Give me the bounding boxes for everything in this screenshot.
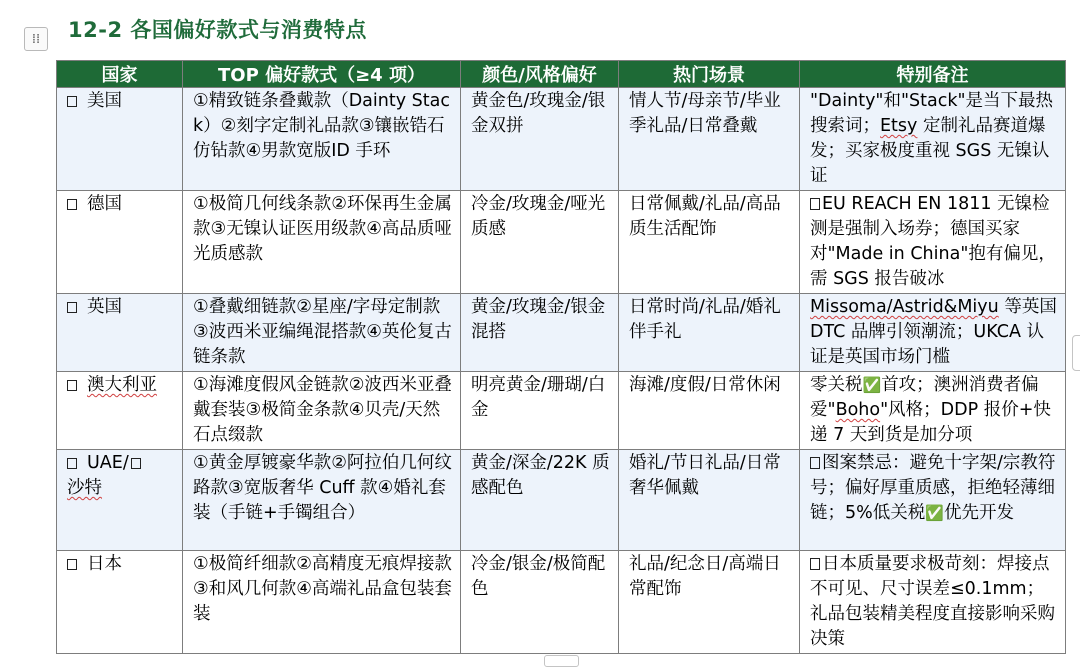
styles-cell: ①极简几何线条款②环保再生金属款③无镍认证医用级款④高品质哑光质感款 [183,191,461,294]
country-name: 美国 [87,91,122,111]
country-cell [57,372,183,450]
table-row [57,551,1066,654]
note-text: "风格；DDP 报价+快递 7 天到货是加分项 [810,400,1051,445]
color-cell: 冷金/银金/极简配色 [461,551,619,654]
flag-icon [67,458,77,469]
header-notes: 特别备注 [800,61,1066,88]
styles-cell: ①极简纤细款②高精度无痕焊接款③和风几何款④高端礼品盒包装套装 [183,551,461,654]
table-row [57,372,1066,450]
scene-cell: 海滩/度假/日常休闲 [619,372,800,450]
note-text: 零关税 [810,375,863,395]
color-cell: 黄金色/玫瑰金/银金双拼 [461,88,619,191]
color-cell: 明亮黄金/珊瑚/白金 [461,372,619,450]
country-cell [57,88,183,191]
table-resize-handle[interactable] [544,655,579,667]
flag-icon [131,458,141,469]
check-mark-icon: ✅ [862,376,882,394]
note-text: "Dainty"和"Stack"是当下最热搜索词； [810,91,1054,136]
note-text: 优先开发 [943,503,1014,523]
flag-icon [67,380,77,391]
flag-icon [67,302,77,313]
country-name: 英国 [87,297,122,317]
country-name: UAE/ [87,453,129,473]
styles-cell: ①叠戴细链款②星座/字母定制款③波西米亚编绳混搭款④英伦复古链条款 [183,294,461,372]
note-text-marked: Missoma/Astrid&Miyu [810,297,999,317]
note-cell [800,551,1066,654]
note-text: 日本质量要求极苛刻：焊接点不可见、尺寸误差≤0.1mm；礼品包装精美程度直接影响采购决策 [810,554,1055,649]
country-cell [57,450,183,551]
side-scroll-tab[interactable] [1072,335,1080,371]
scene-cell: 日常时尚/礼品/婚礼伴手礼 [619,294,800,372]
country-name: 日本 [87,554,122,574]
header-hot-scenes: 热门场景 [619,61,800,88]
styles-cell: ①海滩度假风金链款②波西米亚叠戴套装③极简金条款④贝壳/天然石点缀款 [183,372,461,450]
check-mark-icon: ✅ [925,504,944,522]
table-header-row [57,61,1066,88]
country-cell [57,191,183,294]
note-text: 图案禁忌：避免十字架/宗教符号；偏好厚重质感，拒绝轻薄细链；5%低关税 [810,453,1056,523]
color-cell: 冷金/玫瑰金/哑光质感 [461,191,619,294]
bullet-box-icon [810,198,820,210]
header-country: 国家 [57,61,183,88]
color-cell: 黄金/深金/22K 质感配色 [461,450,619,551]
flag-icon [67,199,77,210]
note-text: 定制礼品赛道爆发；买家极度重视 SGS 无镍认证 [810,116,1050,186]
note-cell [800,88,1066,191]
drag-handle-icon: ⁞⁞ [31,31,41,47]
scene-cell: 礼品/纪念日/高端日常配饰 [619,551,800,654]
note-text-marked: Boho [835,400,881,420]
table-row [57,88,1066,191]
flag-icon [67,96,77,107]
note-cell [800,294,1066,372]
header-color-style: 颜色/风格偏好 [461,61,619,88]
country-name: 沙特 [67,478,102,498]
header-top-styles: TOP 偏好款式（≥4 项） [183,61,461,88]
country-cell [57,294,183,372]
table-move-handle[interactable] [24,27,48,51]
note-text-marked: Etsy [880,116,918,136]
country-cell [57,551,183,654]
preference-table [56,60,1066,654]
flag-icon [67,559,77,570]
color-cell: 黄金/玫瑰金/银金混搭 [461,294,619,372]
bullet-box-icon [810,558,820,570]
table-row [57,294,1066,372]
styles-cell: ①精致链条叠戴款（Dainty Stack）②刻字定制礼品款③镶嵌锆石仿钻款④男款宽版ID 手环 [183,88,461,191]
scene-cell: 日常佩戴/礼品/高品质生活配饰 [619,191,800,294]
note-cell [800,372,1066,450]
bullet-box-icon [810,457,820,469]
country-name: 澳大利亚 [87,375,157,395]
note-text: EU REACH EN 1811 无镍检测是强制入场券；德国买家对"Made in China"抱有偏见，需 SGS 报告破冰 [810,194,1056,289]
note-cell [800,450,1066,551]
note-cell [800,191,1066,294]
styles-cell: ①黄金厚镀豪华款②阿拉伯几何纹路款③宽版奢华 Cuff 款④婚礼套装（手链+手镯组合） [183,450,461,551]
scene-cell: 情人节/母亲节/毕业季礼品/日常叠戴 [619,88,800,191]
scene-cell: 婚礼/节日礼品/日常奢华佩戴 [619,450,800,551]
country-name: 德国 [87,194,122,214]
table-row [57,450,1066,551]
note-text: 首攻；澳洲消费者偏爱" [810,375,1039,420]
note-text: 等英国 DTC 品牌引领潮流；UKCA 认证是英国市场门槛 [810,297,1057,367]
table-row [57,191,1066,294]
section-heading: 12-2 各国偏好款式与消费特点 [68,18,367,42]
